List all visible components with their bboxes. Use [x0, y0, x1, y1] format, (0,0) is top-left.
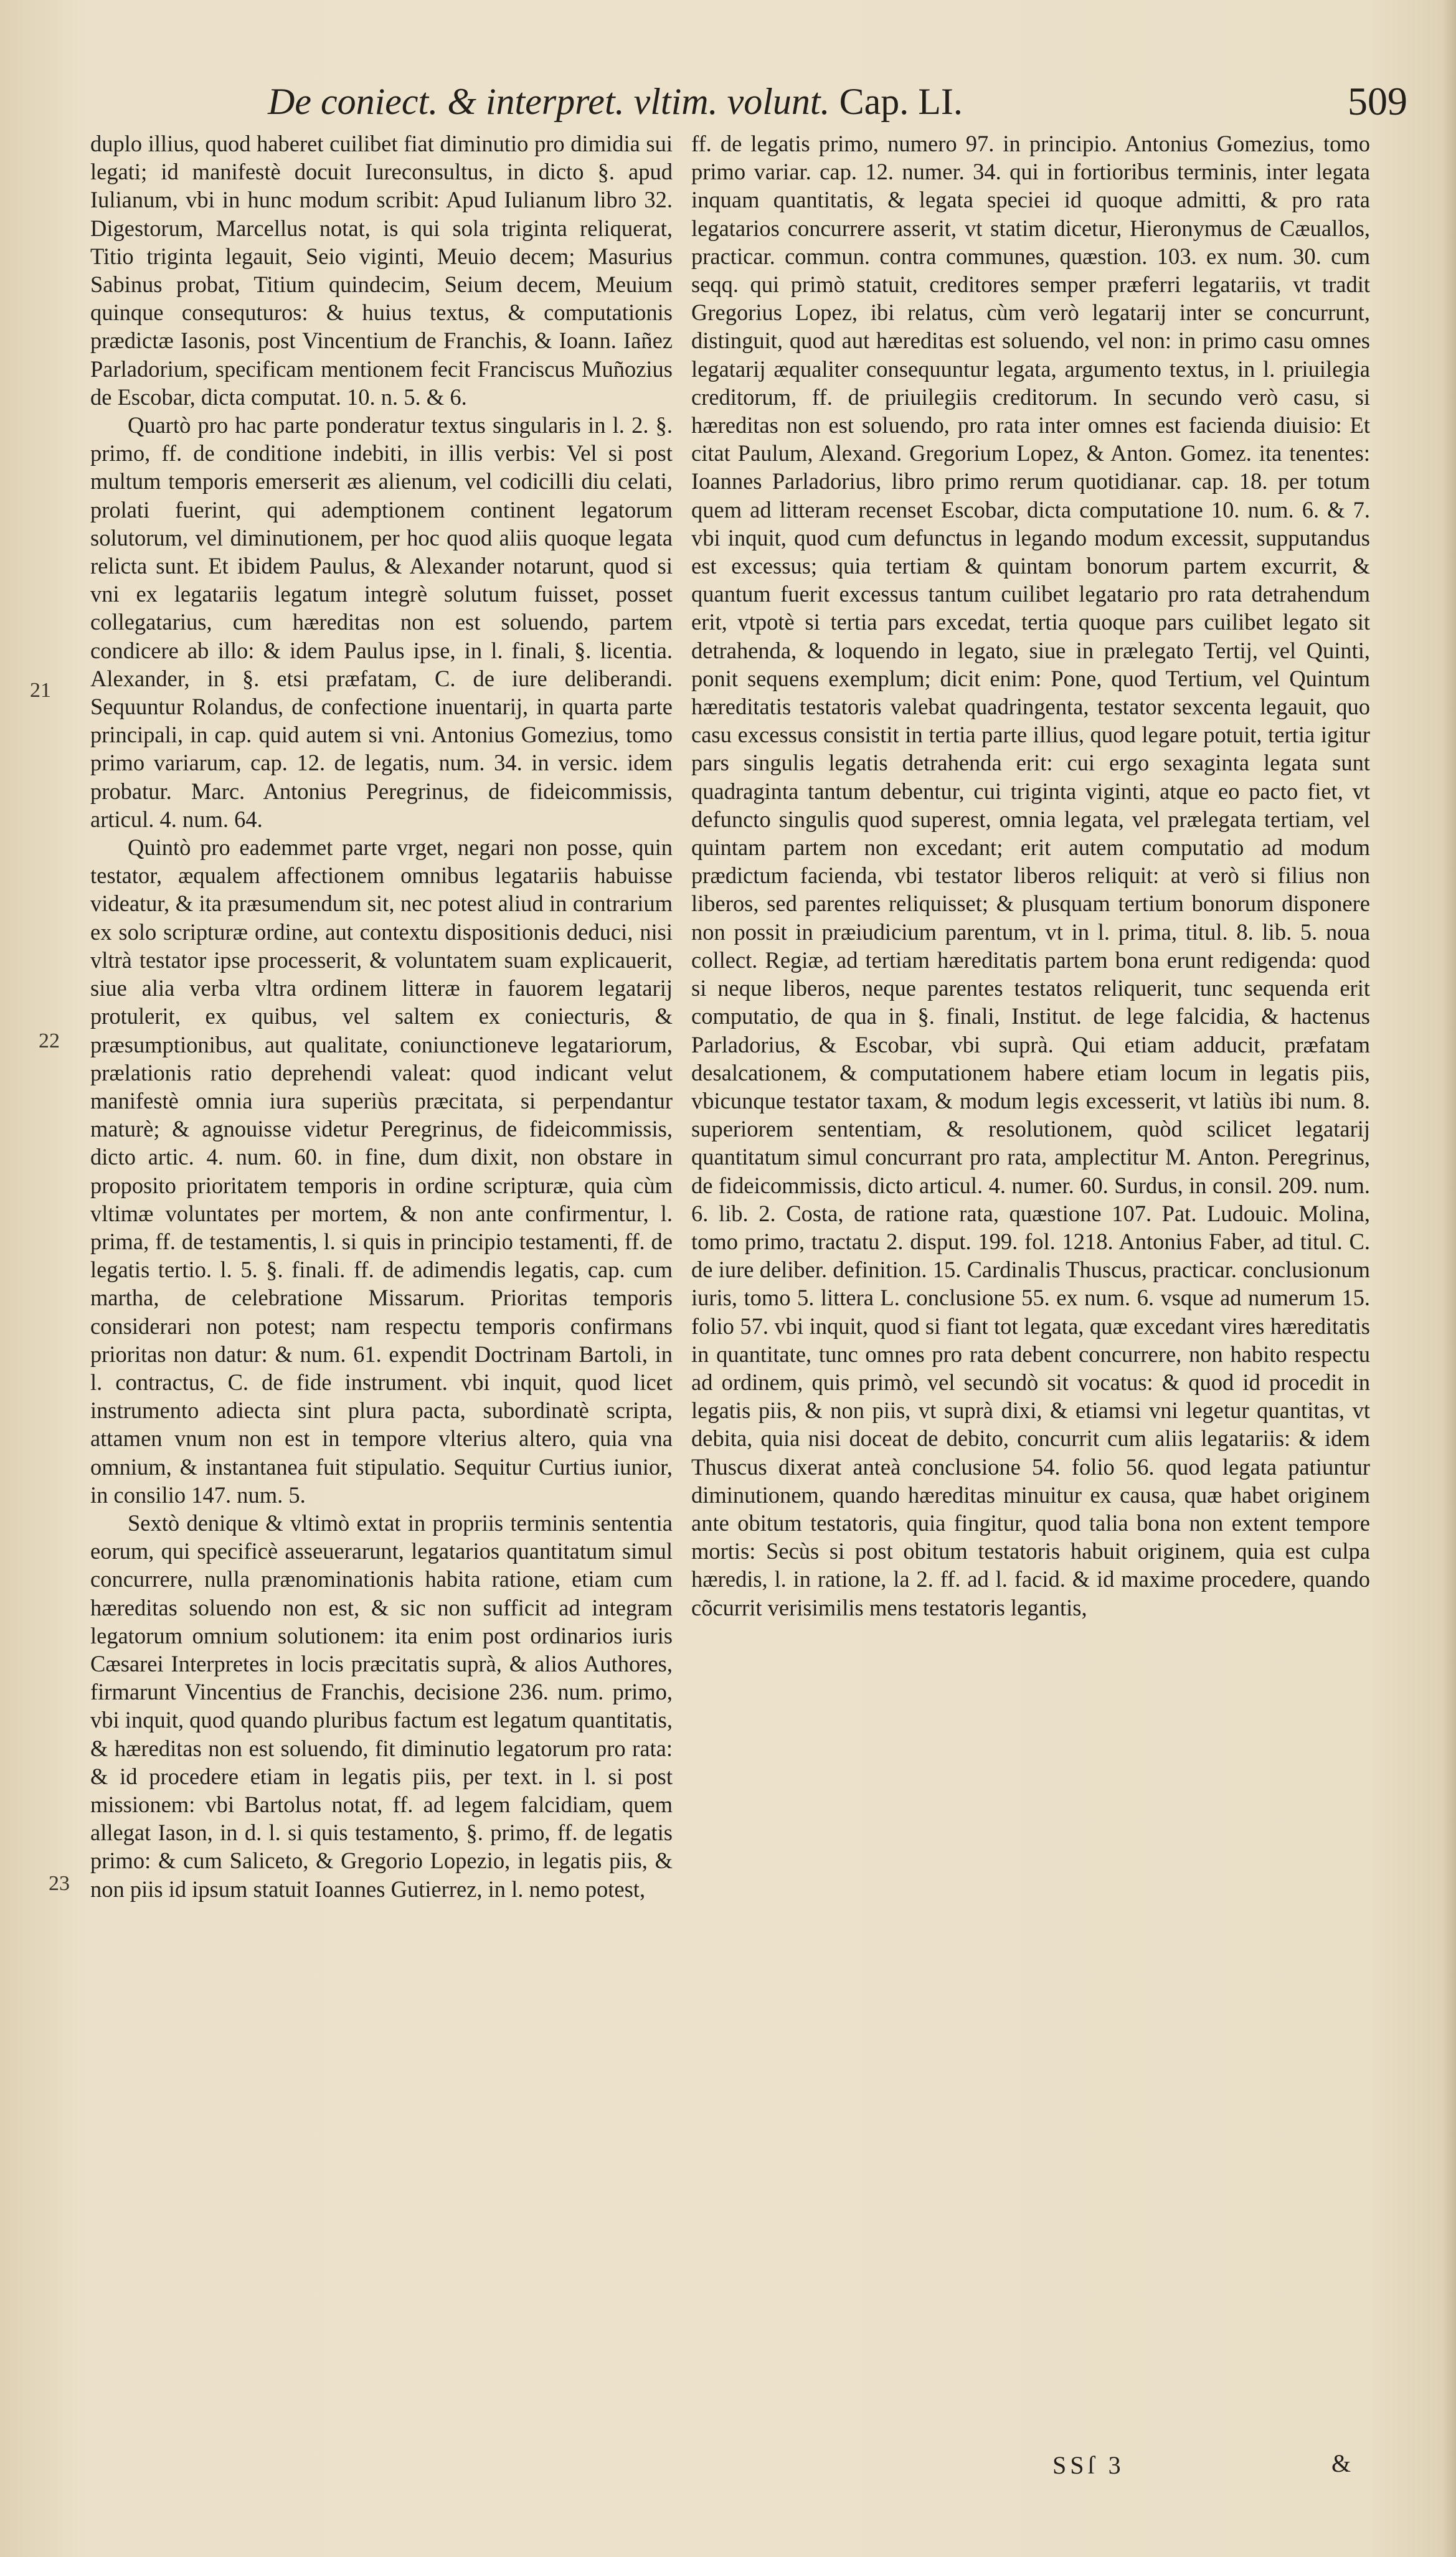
paragraph-quarto: Quartò pro hac parte ponderatur textus singularis in l. 2. §. primo, ff. de conditione indebiti, in illis verbis: Vel si post multum temporis emerserit æs alienum, vel codicilli diu celati, prolati fuerint, qui ademptionem continent legatorum solutorum, vel diminutionem, per hoc quod aliis quoque legata relicta sunt. Et ibidem Paulus, & Alexander notarunt, quod si vni ex legatariis legatum integrè solutum fuisset, posset collegatarius, cum hæreditas non est soluendo, partem condicere ab illo: & idem Paulus ipse, in l. finali, §. licentia. Alexander, in §. etsi præfatam, C. de iure deliberandi. Sequuntur Rolandus, de confectione inuentarij, in quarta parte principali, in cap. quid autem si vni. Antonius Gomezius, tomo primo variarum, cap. 12. de legatis, num. 34. in versic. idem probatur. Marc. Antonius Peregrinus, de fideicommissis, articul. 4. num. 64. — [90, 412, 673, 832]
running-head — [268, 73, 1407, 130]
paragraph-quinto: Quintò pro eademmet parte vrget, negari non posse, quin testator, æqualem affectionem omnibus legatariis habuisse videatur, & ita præsumendum sit, nec potest aliud in contrarium ex solo scripturæ ordine, aut contextu dispositionis deduci, nisi vltrà testator ipse processerit, & voluntatem suam explicauerit, siue alia verba vltra ordinem litteræ in fauorem legatarij protulerit, ex quibus, vel saltem ex coniecturis, & præsumptionibus, aut qualitate, coniunctioneve legatariorum, prælationis ratio deprehendi valeat: quod indicant velut manifestè omnia iura superiùs præcitata, si perpendantur maturè; & agnouisse videtur Peregrinus, de fideicommissis, dicto artic. 4. num. 60. in fine, dum dixit, non obstare in proposito prioritatem temporis in ordine scripturæ, quia cùm vltimæ voluntates per mortem, & non ante confirmentur, l. prima, ff. de testamentis, l. si quis in principio testamenti, ff. de legatis tertio. l. 5. §. finali. ff. de adimendis legatis, cap. cum martha, de celebratione Missarum. Prioritas temporis considerari non potest; nam respectu temporis confirmans prioritas non datur: & num. 61. expendit Doctrinam Bartoli, in l. contractus, C. de fide instrument. vbi inquit, quod licet instrumento adiecta sint plura pacta, subordinatè scripta, attamen vnum non est in tempore vlterius altero, quia vna omnium, & instantanea fuit stipulatio. Sequitur Curtius iunior, in consilio 147. num. 5. — [90, 834, 673, 1508]
page-edge-shadow — [1442, 0, 1456, 2557]
page-number: 509 — [1348, 79, 1407, 123]
signature-mark: SSſ 3 — [1052, 2451, 1125, 2479]
margin-number-21: 21 — [30, 679, 51, 702]
margin-number-22: 22 — [39, 1029, 60, 1052]
running-title — [268, 73, 963, 130]
right-column — [691, 130, 1370, 1622]
catchword: & — [1331, 2449, 1351, 2477]
paragraph-right-continuation: ff. de legatis primo, numero 97. in principio. Antonius Gomezius, tomo primo variar. cap. 12. numer. 34. qui in fortioribus terminis, inter legata inquam quantitatis, & legata speciei id quoque admitti, & pro rata legatarios concurrere asserit, vt statim dicetur, Hieronymus de Cæuallos, practicar. commun. contra communes, quæstion. 103. ex num. 30. cum seqq. qui primò statuit, creditores semper præferri legatariis, vt tradit Gregorius Lopez, ibi relatus, cùm verò legatarij inter se concurrunt, distinguit, quod aut hæreditas est soluendo, vel non: in primo casu omnes legatarij æqualiter consequuntur legata, argumento textus, in l. priuilegia creditorum, ff. de priuilegiis creditorum. In secundo verò casu, si hæreditas non est soluendo, pro rata inter omnes est facienda diuisio: Et citat Paulum, Alexand. Gregorium Lopez, & Anton. Gomez. ita tenentes: Ioannes Parladorius, libro primo rerum quotidianar. cap. 18. per totum quem ad litteram recenset Escobar, dicta computatione 10. num. 6. & 7. vbi inquit, quod cum defunctus in legando modum excessit, supputandus est excessus; quia tertiam & quintam bonorum partem excurrit, & quantum fuerit excessus tantum cuilibet legatario pro rata detrahendum erit, vtpotè si tertia pars excedat, tertia quoque pars cuilibet legato sit detrahenda, & loquendo in legato, siue in prælegato Tertij, vel Quinti, ponit sequens exemplum; dicit enim: Pone, quod Tertium, vel Quintum hæreditatis testatoris valebat quadringenta, testator sexcenta legauit, quo casu excessus consistit in tertia parte illius, quod legare potuit, tertia igitur pars singulis legatis detrahenda erit: cui ergo sexaginta legata sunt quadraginta tantum debentur, cui triginta viginti, atque eo pacto fiet, vt defuncto singulis quod superest, omnia legata, vel prælegata tertiam, vel quintam partem non excedant; erit autem computatio ad modum prædictum facienda, vbi testator liberos reliquit: at verò si filius non liberos, sed parentes reliquisset; & plusquam tertium bonorum disponere non possit in præiudicium parentum, vt in l. prima, titul. 8. lib. 5. noua collect. Regiæ, ad tertiam hæreditatis partem bona erunt redigenda: quod si neque liberos, neque parentes testatos reliquerit, tunc sequenda erit computatio, de qua in §. finali, Institut. de lege falcidia, & hactenus Parladorius, & Escobar, vbi suprà. Qui etiam adducit, præfatam desalcationem, & computationem habere etiam locum in legatis piis, vbicunque testator taxam, & modum legis excesserit, vt latiùs ibi num. 8. superiorem sententiam, & resolutionem, quòd scilicet legatarij quantitatum simul concurrant pro rata, amplectitur M. Anton. Peregrinus, de fideicommissis, dicto articul. 4. numer. 60. Surdus, in consil. 209. num. 6. lib. 2. Costa, de ratione rata, quæstione 107. Pat. Ludouic. Molina, tomo primo, tractatu 2. disput. 199. fol. 1218. Antonius Faber, ad titul. C. de iure deliber. definition. 15. Cardinalis Thuscus, practicar. conclusionum iuris, tomo 5. littera L. conclusione 55. ex num. 6. vsque ad numerum 15. folio 57. vbi inquit, quod si fiant tot legata, quæ excedant vires hæreditatis in quantitate, tunc omnes pro rata debent concurrere, non habito respectu ad ordinem, quis primò, vel secundò sit vocatus: & quod id procedit in legatis piis, & non piis, vt suprà dixi, & etiamsi vni legetur quantitas, vt debita, quia nisi doceat de debito, concurrit cum aliis legatariis: & idem Thuscus dixerat anteà conclusione 54. folio 56. quod legata patiuntur diminutionem, quando hæreditas minuitur ex causa, quæ habet originem ante obitum testatoris, quia fingitur, quod talia bona non extent tempore mortis: Secùs si post obitum testatoris habuit originem, quia est culpa hæredis, l. in ratione, la 2. ff. ad l. facid. & id maxime procedere, quando cõcurrit verisimilis mens testatoris legantis, — [691, 131, 1370, 1620]
running-title-text: De coniect. & interpret. vltim. volunt. — [268, 81, 830, 122]
left-column — [90, 130, 673, 1903]
paragraph-sexto: Sextò denique & vltimò extat in propriis terminis sententia eorum, qui specificè asseuerarunt, legatarios quantitatum simul concurrere, nulla prænominationis habita ratione, etiam cum hæreditas soluendo non est, & sic non sufficit ad integram legatorum omnium solutionem: ita enim post ordinarios iuris Cæsarei Interpretes in locis præcitatis suprà, & alios Authores, firmarunt Vincentius de Franchis, decisione 236. num. primo, vbi inquit, quod quando pluribus factum est legatum quantitatis, & hæreditas non est soluendo, fit diminutio legatorum pro rata: & id procedere etiam in legatis piis, per text. in l. si post missionem: vbi Bartolus notat, ff. ad legem falcidiam, quem allegat Iason, in d. l. si quis testamento, §. primo, ff. de legatis primo: & cum Saliceto, & Gregorio Lopezio, in legatis piis, & non piis id ipsum statuit Ioannes Gutierrez, in l. nemo potest, — [90, 1510, 673, 1902]
chapter-label: Cap. LI. — [839, 81, 963, 122]
paragraph-continuation: duplo illius, quod haberet cuilibet fiat diminutio pro dimidia sui legati; id manifestè docuit Iureconsultus, in dicto §. apud Iulianum, vbi in hunc modum scribit: Apud Iulianum libro 32. Digestorum, Marcellus notat, is qui sola triginta reliquerat, Titio triginta legauit, Seio viginti, Meuio decem; Masurius Sabinus probat, Titium quindecim, Seium decem, Meuium quinque consequturos: & huius textus, & computationis prædictæ Iasonis, post Vincentium de Franchis, & Ioann. Iañez Parladorium, specificam mentionem fecit Franciscus Muñozius de Escobar, dicta computat. 10. n. 5. & 6. — [90, 131, 673, 410]
margin-number-23: 23 — [49, 1872, 70, 1895]
